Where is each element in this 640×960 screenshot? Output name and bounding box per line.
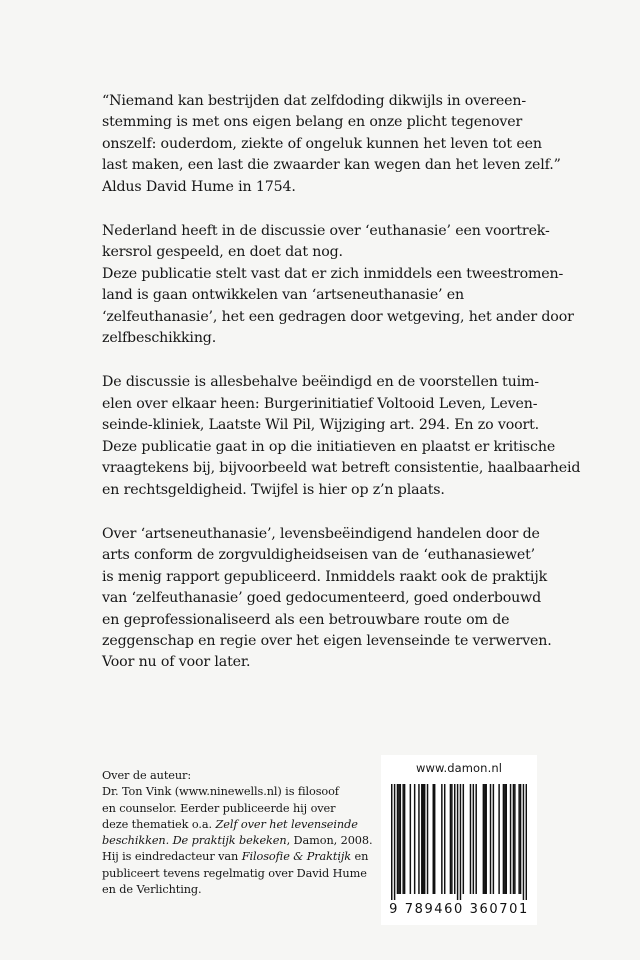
text-line: Nederland heeft in de discussie over ‘euthanasie’ een voortrek- [102,223,550,240]
text-line [102,833,372,849]
barcode-bar [450,784,451,894]
text-segment: en [351,850,369,864]
barcode-bar [427,784,428,894]
journal-title-italic: Filosofie & Praktijk [241,850,351,864]
barcode-bar [493,784,494,894]
text-line: De discussie is allesbehalve beëindigd en de voorstellen tuim- [102,374,539,391]
barcode-bar [404,784,405,894]
barcode-bar [470,784,471,894]
text-line: seinde-kliniek, Laatste Wil Pil, Wijziging art. 294. En zo voort. [102,417,540,434]
barcode-bar [400,784,401,894]
barcode-bar [424,784,425,894]
blurb-paragraph-1 [102,91,582,198]
barcode-bar [460,784,461,900]
barcode-bar [422,784,423,894]
text-line: en counselor. Eerder publiceerde hij over [102,801,336,815]
text-line: elen over elkaar heen: Burgerinitiatief Voltooid Leven, Leven- [102,395,538,412]
barcode-bar [398,784,399,894]
text-line: Aldus David Hume in 1754. [102,178,296,195]
barcode-bar [451,784,452,894]
barcode-bar [484,784,485,894]
text-line: Deze publicatie stelt vast dat er zich inmiddels een tweestromen- [102,265,564,282]
text-line: Voor nu of voor later. [102,654,251,671]
author-heading: Over de auteur: [102,769,192,782]
text-line: is menig rapport gepubliceerd. Inmiddels raakt ook de praktijk [102,568,548,585]
barcode-bar [457,784,458,900]
text-line: Dr. Ton Vink (www.ninewells.nl) is filosoof [102,785,339,799]
book-title-italic: beschikken. De praktijk bekeken [102,834,287,848]
text-line: zelfbeschikking. [102,330,217,347]
barcode-bar [441,784,442,894]
barcode-bar [510,784,511,894]
barcode-bar [421,784,422,894]
author-bio [102,768,372,898]
text-line: publiceert tevens regelmatig over David Hume [102,866,367,880]
barcode-bar [414,784,415,894]
text-segment: Hij is eindredacteur van [102,850,242,864]
text-line: onszelf: ouderdom, ziekte of ongeluk kunnen het leven tot een [102,135,542,152]
barcode-bar [454,784,455,894]
text-line: en de Verlichting. [102,883,202,897]
text-line: Over ‘artseneuthanasie’, levensbeëindigend handelen door de [102,525,540,542]
blurb-paragraph-4 [102,524,582,674]
barcode-bar [434,784,435,894]
barcode-bar [397,784,398,894]
isbn-barcode [391,784,527,900]
blurb-paragraph-2 [102,221,582,349]
barcode-bar [506,784,507,894]
text-line: last maken, een last die zwaarder kan wegen dan het leven zelf.” [102,157,561,174]
barcode-bar [410,784,411,894]
text-line: van ‘zelfeuthanasie’ goed gedocumenteerd, goed onderbouwd [102,590,542,607]
barcode-bar [433,784,434,894]
barcode-panel [381,755,537,925]
barcode-bar [526,784,527,900]
barcode-bar [504,784,505,894]
barcode-bar [473,784,474,894]
text-line: Deze publicatie gaat in op die initiatieven en plaatst er kritische [102,438,556,455]
barcode-bar [490,784,491,894]
barcode-bar [518,784,519,894]
text-line: en rechtsgeldigheid. Twijfel is hier op z’n plaats. [102,481,445,498]
barcode-bar [463,784,464,894]
barcode-bar [523,784,524,900]
barcode-bar [444,784,445,894]
text-line: arts conform de zorgvuldigheidseisen van de ‘euthanasiewet’ [102,547,536,564]
barcode-bar [475,784,476,894]
text-line [102,817,372,833]
barcode-bar [513,784,514,894]
text-segment: deze thematiek o.a. [102,817,216,831]
text-line: land is gaan ontwikkelen van ‘artseneuthanasie’ en [102,287,465,304]
text-line: ‘zelfeuthanasie’, het een gedragen door wetgeving, het ander door [102,308,574,325]
publisher-website: www.damon.nl [415,761,503,775]
text-line: vraagtekens bij, bijvoorbeeld wat betreft consistentie, haalbaarheid [102,460,581,477]
isbn-number: 9 789460 360701 [389,902,529,917]
text-line: stemming is met ons eigen belang en onze plicht tegenover [102,114,523,131]
text-segment: , Damon, 2008. [286,834,373,848]
text-line [102,849,372,865]
barcode-bar [391,784,392,900]
barcode-bar [498,784,499,894]
barcode-bar [402,784,403,894]
barcode-bar [483,784,484,894]
text-line: “Niemand kan bestrijden dat zelfdoding dikwijls in overeen- [102,93,527,109]
barcode-bar [503,784,504,894]
barcode-bar [520,784,521,894]
barcode-bar [394,784,395,900]
barcode-bar [418,784,419,894]
text-line: zeggenschap en regie over het eigen levenseinde te verwerven. [102,632,552,649]
barcode-bar [485,784,486,894]
book-title-italic: Zelf over het levenseinde [215,817,358,831]
barcode-bar [514,784,515,894]
blurb-paragraph-3 [102,372,582,500]
text-line: en geprofessionaliseerd als een betrouwbare route om de [102,611,510,628]
text-line: kersrol gespeeld, en doet dat nog. [102,244,343,261]
blurb-text [102,91,582,697]
